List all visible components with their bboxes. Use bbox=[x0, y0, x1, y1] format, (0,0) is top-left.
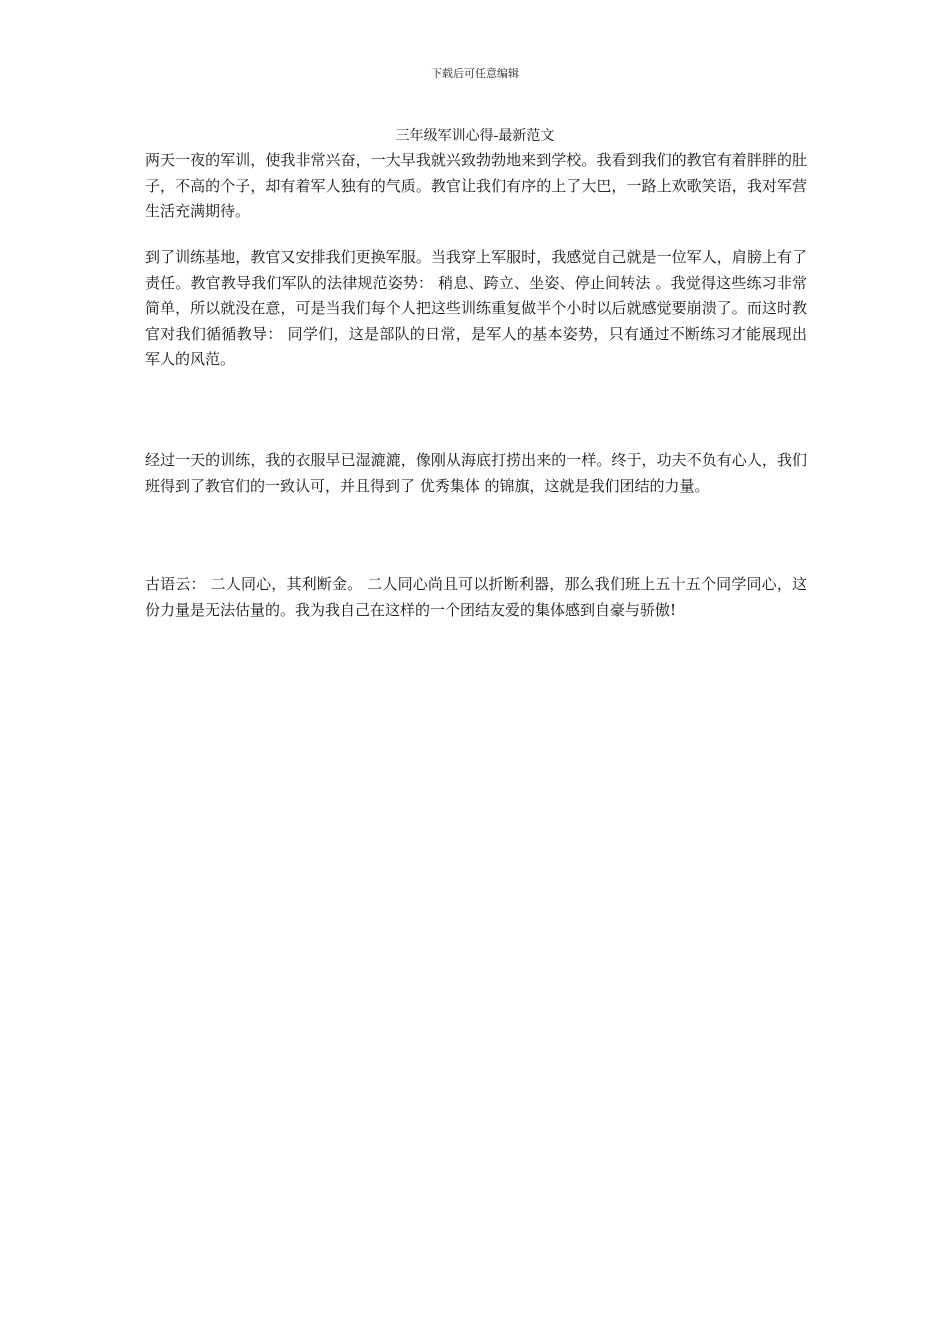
paragraph-1: 两天一夜的军训，使我非常兴奋，一大早我就兴致勃勃地来到学校。我看到我们的教官有着胖胖的肚子，不高的个子，却有着军人独有的气质。教官让我们有序的上了大巴，一路上欢歌笑语，我对军营生活充满期待。 bbox=[145, 151, 807, 220]
header-note: 下载后可任意编辑 bbox=[431, 67, 519, 80]
paragraph-4: 古语云： 二人同心，其利断金。 二人同心尚且可以折断利器，那么我们班上五十五个同学同心，这份力量是无法估量的。我为我自己在这样的一个团结友爱的集体感到自豪与骄傲! bbox=[145, 575, 807, 619]
paragraph-3: 经过一天的训练，我的衣服早已湿漉漉，像刚从海底打捞出来的一样。终于，功夫不负有心人，我们班得到了教官们的一致认可，并且得到了 优秀集体 的锦旗，这就是我们团结的力量。 bbox=[145, 451, 807, 495]
document-title: 三年级军训心得-最新范文 bbox=[395, 128, 555, 144]
paragraph-2: 到了训练基地，教官又安排我们更换军服。当我穿上军服时，我感觉自己就是一位军人，肩膀上有了责任。教官教导我们军队的法律规范姿势： 稍息、跨立、坐姿、停止间转法 。我觉得这些练习非常简单，所以就没在意，可是当我们每个人把这些训练重复做半个小时以后就感觉要崩溃了。而这时教官对我们循循教导： 同学们，这是部队的日常，是军人的基本姿势，只有通过不断练习才能展现出军人的风范。 bbox=[145, 248, 807, 368]
